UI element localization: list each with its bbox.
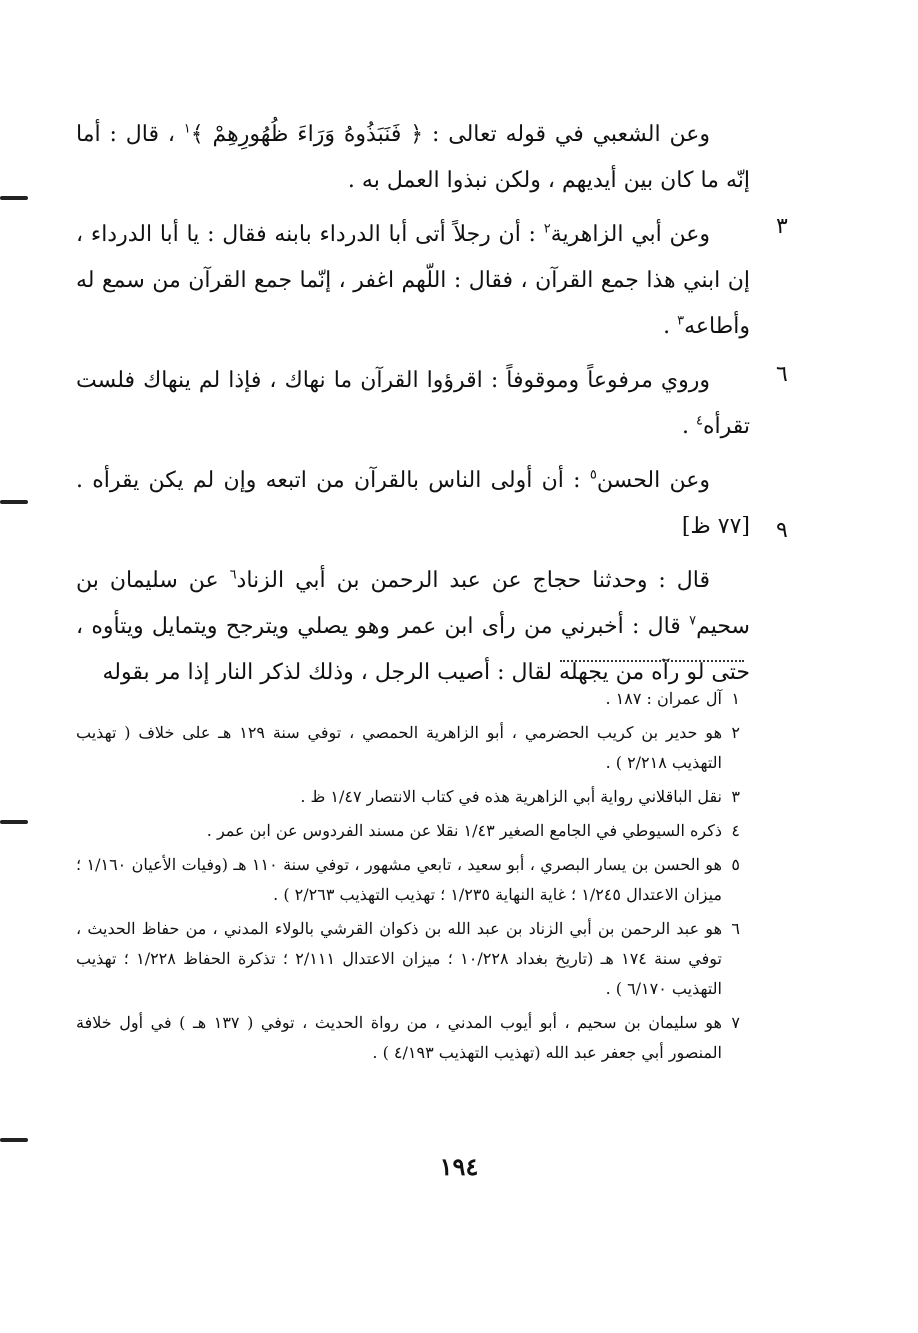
footnote-text: ذكره السيوطي في الجامع الصغير ١/٤٣ نقلا عن مسند الفردوس عن ابن عمر . xyxy=(206,821,722,840)
footnote-number: ٤ xyxy=(731,821,740,840)
footnote-text: نقل الباقلاني رواية أبي الزاهرية هذه في كتاب الانتصار ١/٤٧ ظ . xyxy=(300,787,722,806)
paragraph-5-tail: عن سليمان بن سحيم xyxy=(76,568,750,639)
footnote-number: ٣ xyxy=(731,787,740,806)
paragraph-1-tail: ، قال : أما إنّه ما كان بين أيديهم ، ولكن نبذوا العمل به . xyxy=(76,122,750,193)
margin-binding-mark xyxy=(0,820,28,824)
footnote-4 xyxy=(76,816,740,846)
paragraph-4 xyxy=(76,458,750,550)
footnote-1 xyxy=(76,684,740,714)
paragraph-4-tail: : أن أولى الناس بالقرآن من اتبعه وإن لم يكن يقرأه . [٧٧ ظ] xyxy=(76,468,750,539)
paragraph-3 xyxy=(76,358,750,450)
paragraph-2-end: . xyxy=(663,314,678,339)
margin-binding-mark xyxy=(0,1138,28,1142)
footnote-ref-5[interactable]: ٥ xyxy=(589,467,597,483)
footnote-text: هو حدير بن كريب الحضرمي ، أبو الزاهرية الحمصي ، توفي سنة ١٢٩ هـ على خلاف ( تهذيب التهذيب ٢/٢١٨ ) . xyxy=(76,723,722,772)
paragraph-3-text: وروي مرفوعاً وموقوفاً : اقرؤوا القرآن ما نهاك ، فإذا لم ينهاك فلست تقرأه xyxy=(76,368,750,439)
margin-binding-mark xyxy=(0,196,28,200)
line-number-9: ٩ xyxy=(776,518,788,543)
footnote-number: ١ xyxy=(731,689,740,708)
footnotes-section xyxy=(76,684,740,1072)
footnote-text: هو الحسن بن يسار البصري ، أبو سعيد ، تابعي مشهور ، توفي سنة ١١٠ هـ (وفيات الأعيان ١/١٦٠ ؛ ميزان الاعتدال ١/٢٤٥ ؛ غاية النهاية ١/٢٣٥ ؛ تهذيب التهذيب ٢/٢٦٣ ) . xyxy=(76,855,722,904)
footnote-text: آل عمران : ١٨٧ . xyxy=(605,689,722,708)
footnote-6 xyxy=(76,914,740,1004)
paragraph-2-text: وعن أبي الزاهرية xyxy=(550,222,711,247)
paragraph-5 xyxy=(76,558,750,696)
paragraph-1-text: وعن الشعبي في قوله تعالى : ﴿ فَنَبَذُوهُ وَرَاءَ ظُهُورِهِمْ ﴾ xyxy=(190,122,710,147)
footnote-text: هو سليمان بن سحيم ، أبو أيوب المدني ، من رواة الحديث ، توفي ( ١٣٧ هـ ) في أول خلافة المنصور أبي جعفر عبد الله (تهذيب التهذيب ٤/١٩٣ ) . xyxy=(76,1013,722,1062)
paragraph-5-text: قال : وحدثنا حجاج عن عبد الرحمن بن أبي الزناد xyxy=(236,568,710,593)
footnote-2 xyxy=(76,718,740,778)
footnote-ref-4[interactable]: ٤ xyxy=(695,413,703,429)
paragraph-2 xyxy=(76,212,750,350)
footnote-ref-1[interactable]: ١ xyxy=(183,121,191,137)
footnote-ref-3[interactable]: ٣ xyxy=(677,313,685,329)
footnote-number: ٦ xyxy=(731,919,740,938)
paragraph-5-end: قال : أخبرني من رأى ابن عمر وهو يصلي ويترجح ويتمايل ويتأوه ، حتى لو رآه من يجهله لقال : أصيب الرجل ، وذلك لذكر النار إذا مر بقوله xyxy=(76,614,750,685)
footnote-3 xyxy=(76,782,740,812)
footnote-separator xyxy=(560,660,744,662)
line-number-3: ٣ xyxy=(776,214,788,239)
page-number: ١٩٤ xyxy=(439,1152,479,1181)
footnote-ref-7[interactable]: ٧ xyxy=(689,613,697,629)
footnote-number: ٢ xyxy=(731,723,740,742)
line-number-6: ٦ xyxy=(776,362,788,387)
main-text xyxy=(76,112,750,704)
footnote-ref-2[interactable]: ٢ xyxy=(543,221,551,237)
footnote-number: ٧ xyxy=(731,1013,740,1032)
margin-binding-mark xyxy=(0,500,28,504)
footnote-text: هو عبد الرحمن بن أبي الزناد بن عبد الله بن ذكوان القرشي بالولاء المدني ، من حفاظ الحديث ، توفي سنة ١٧٤ هـ (تاريخ بغداد ١٠/٢٢٨ ؛ ميزان الاعتدال ٢/١١١ ؛ تذكرة الحفاظ ١/٢٢٨ ؛ تهذيب التهذيب ٦/١٧٠ ) . xyxy=(76,919,722,998)
paragraph-2-tail: : أن رجلاً أتى أبا الدرداء بابنه فقال : يا أبا الدرداء ، إن ابني هذا جمع القرآن ، فقال : اللّهم اغفر ، إنّما جمع القرآن من سمع له وأطاعه xyxy=(76,222,750,339)
paragraph-1 xyxy=(76,112,750,204)
footnote-5 xyxy=(76,850,740,910)
paragraph-3-tail: . xyxy=(681,414,696,439)
footnote-ref-6[interactable]: ٦ xyxy=(229,567,237,583)
footnote-number: ٥ xyxy=(731,855,740,874)
footnote-7 xyxy=(76,1008,740,1068)
paragraph-4-text: وعن الحسن xyxy=(596,468,710,493)
